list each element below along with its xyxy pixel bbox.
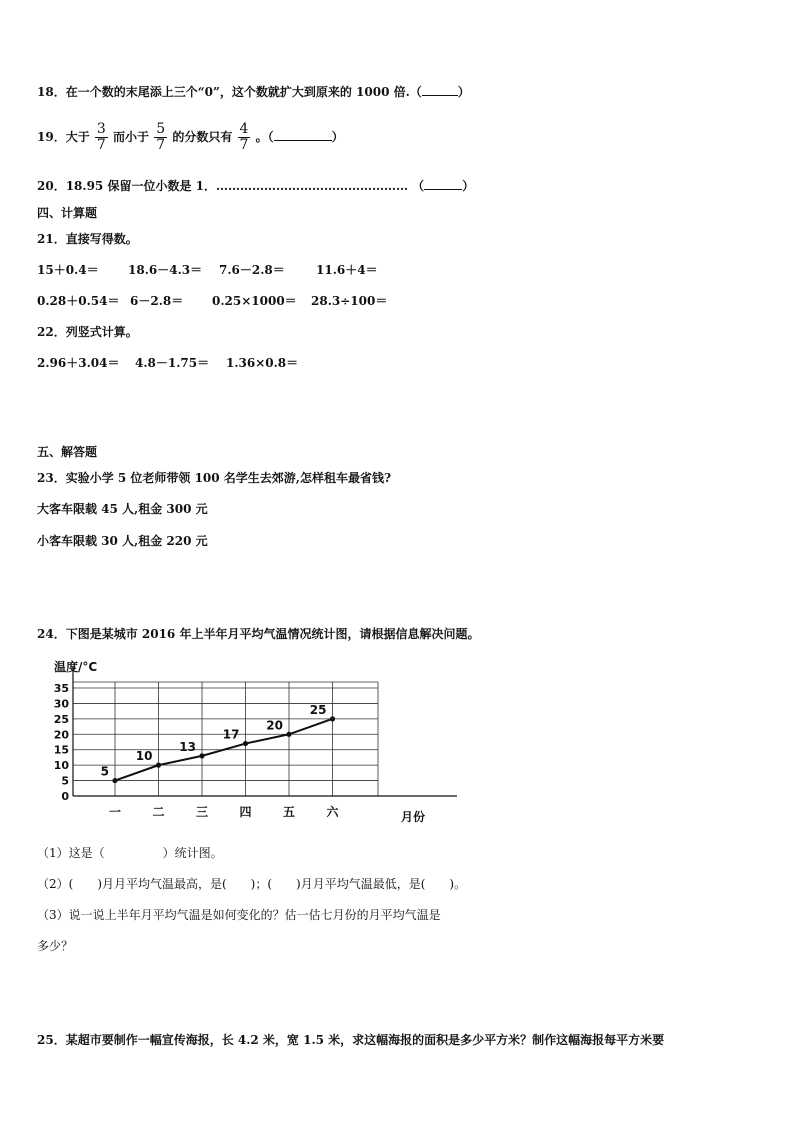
question-19-close: ） — [331, 130, 344, 144]
data-point — [112, 778, 117, 783]
question-22-title: 22．列竖式计算。 — [37, 325, 138, 339]
question-19-mid2: 的分数只有 — [172, 130, 233, 144]
question-22-row — [37, 354, 298, 371]
data-labels — [101, 703, 327, 779]
y-axis-label: 温度/°C — [54, 660, 98, 674]
expression: 28.3÷100＝ — [311, 294, 388, 308]
question-18 — [37, 83, 470, 100]
question-21-title: 21．直接写得数。 — [37, 232, 138, 246]
expression: 2.96＋3.04＝ — [37, 356, 120, 370]
data-label: 25 — [309, 702, 327, 717]
expression: 15＋0.4＝ — [37, 263, 99, 277]
data-label: 20 — [266, 718, 283, 733]
expression: 4.8－1.75＝ — [135, 356, 210, 370]
x-axis-label: 月份 — [401, 810, 426, 824]
y-tick-label: 0 — [61, 790, 69, 803]
fraction: $\frac{4}{7}$ — [239, 121, 249, 153]
y-tick-label: 20 — [53, 728, 69, 742]
data-point — [199, 753, 204, 758]
data-label: 17 — [222, 727, 240, 742]
expression: 0.25×1000＝ — [212, 294, 297, 308]
question-25-title: 25．某超市要制作一幅宣传海报，长 4.2 米，宽 1.5 米，求这幅海报的面积是多少平方米？制作这幅海报每平方米要 — [37, 1033, 665, 1047]
expression: 0.28＋0.54＝ — [37, 294, 120, 308]
section-heading-solve: 五、解答题 — [37, 445, 98, 459]
question-24-sub-3-cont: 多少？ — [37, 939, 74, 953]
question-24-sub-2: （2）( )月月平均气温最高，是( )；( )月月平均气温最低，是( )。 — [37, 877, 467, 891]
data-point — [330, 716, 335, 721]
expression: 18.6－4.3＝ — [128, 263, 203, 277]
question-19-mid: 而小于 — [113, 130, 150, 144]
section-heading-calc: 四、计算题 — [37, 206, 98, 220]
y-tick-label: 15 — [53, 743, 69, 757]
x-tick-label: 一 — [108, 805, 122, 819]
question-23-line-1: 大客车限载 45 人,租金 300 元 — [37, 502, 208, 516]
x-tick-labels — [109, 804, 340, 819]
question-19-pre: 19．大于 — [37, 130, 90, 144]
y-tick-label: 5 — [61, 774, 69, 788]
question-21-row-2 — [37, 292, 387, 309]
question-18-text: 18．在一个数的末尾添上三个“0”，这个数就扩大到原来的 1000 倍.（ — [37, 85, 422, 99]
y-tick-labels — [54, 682, 70, 803]
fraction: $\frac{3}{7}$ — [96, 121, 106, 153]
x-tick-label: 三 — [195, 805, 209, 819]
data-label: 5 — [100, 764, 109, 779]
expression: 7.6－2.8＝ — [219, 263, 285, 277]
chart-axes — [73, 667, 457, 796]
question-24-sub-3: （3）说一说上半年月平均气温是如何变化的？估一估七月份的月平均气温是 — [37, 908, 441, 922]
question-19 — [37, 122, 344, 153]
y-tick-label: 25 — [53, 712, 69, 726]
x-tick-label: 五 — [282, 805, 296, 819]
y-tick-label: 30 — [53, 697, 69, 711]
answer-blank[interactable] — [424, 189, 462, 190]
question-24-title: 24．下图是某城市 2016 年上半年月平均气温情况统计图，请根据信息解决问题。 — [37, 627, 480, 641]
question-23-title: 23．实验小学 5 位老师带领 100 名学生去郊游,怎样租车最省钱? — [37, 471, 392, 485]
data-label: 10 — [135, 749, 153, 764]
answer-blank[interactable] — [274, 140, 332, 141]
data-point — [156, 763, 161, 768]
fraction: $\frac{5}{7}$ — [156, 121, 166, 153]
data-point — [243, 741, 248, 746]
question-21-row-1 — [37, 261, 378, 278]
sub-1-start: （1）这是（ — [37, 846, 105, 860]
question-20-close: ） — [462, 179, 475, 193]
question-20-text: 20．18.95 保留一位小数是 1．………………………………………… （ — [37, 179, 425, 193]
question-20 — [37, 177, 474, 194]
data-label: 13 — [179, 739, 196, 754]
question-24-sub-1 — [37, 844, 223, 861]
sub-1-end: ）统计图。 — [162, 846, 223, 860]
answer-blank[interactable] — [422, 95, 458, 96]
expression: 1.36×0.8＝ — [226, 356, 299, 370]
expression: 6－2.8＝ — [130, 294, 184, 308]
question-19-post: 。（ — [255, 130, 274, 144]
y-tick-label: 35 — [53, 682, 69, 695]
question-23-line-2: 小客车限载 30 人,租金 220 元 — [37, 534, 208, 548]
y-tick-label: 10 — [53, 759, 69, 773]
x-tick-label: 六 — [326, 805, 339, 819]
x-tick-label: 二 — [152, 805, 165, 819]
x-tick-label: 四 — [239, 805, 252, 819]
question-18-close: ） — [457, 85, 470, 99]
expression: 11.6＋4＝ — [316, 263, 378, 277]
data-point — [286, 732, 291, 737]
temperature-line-chart — [36, 655, 476, 830]
